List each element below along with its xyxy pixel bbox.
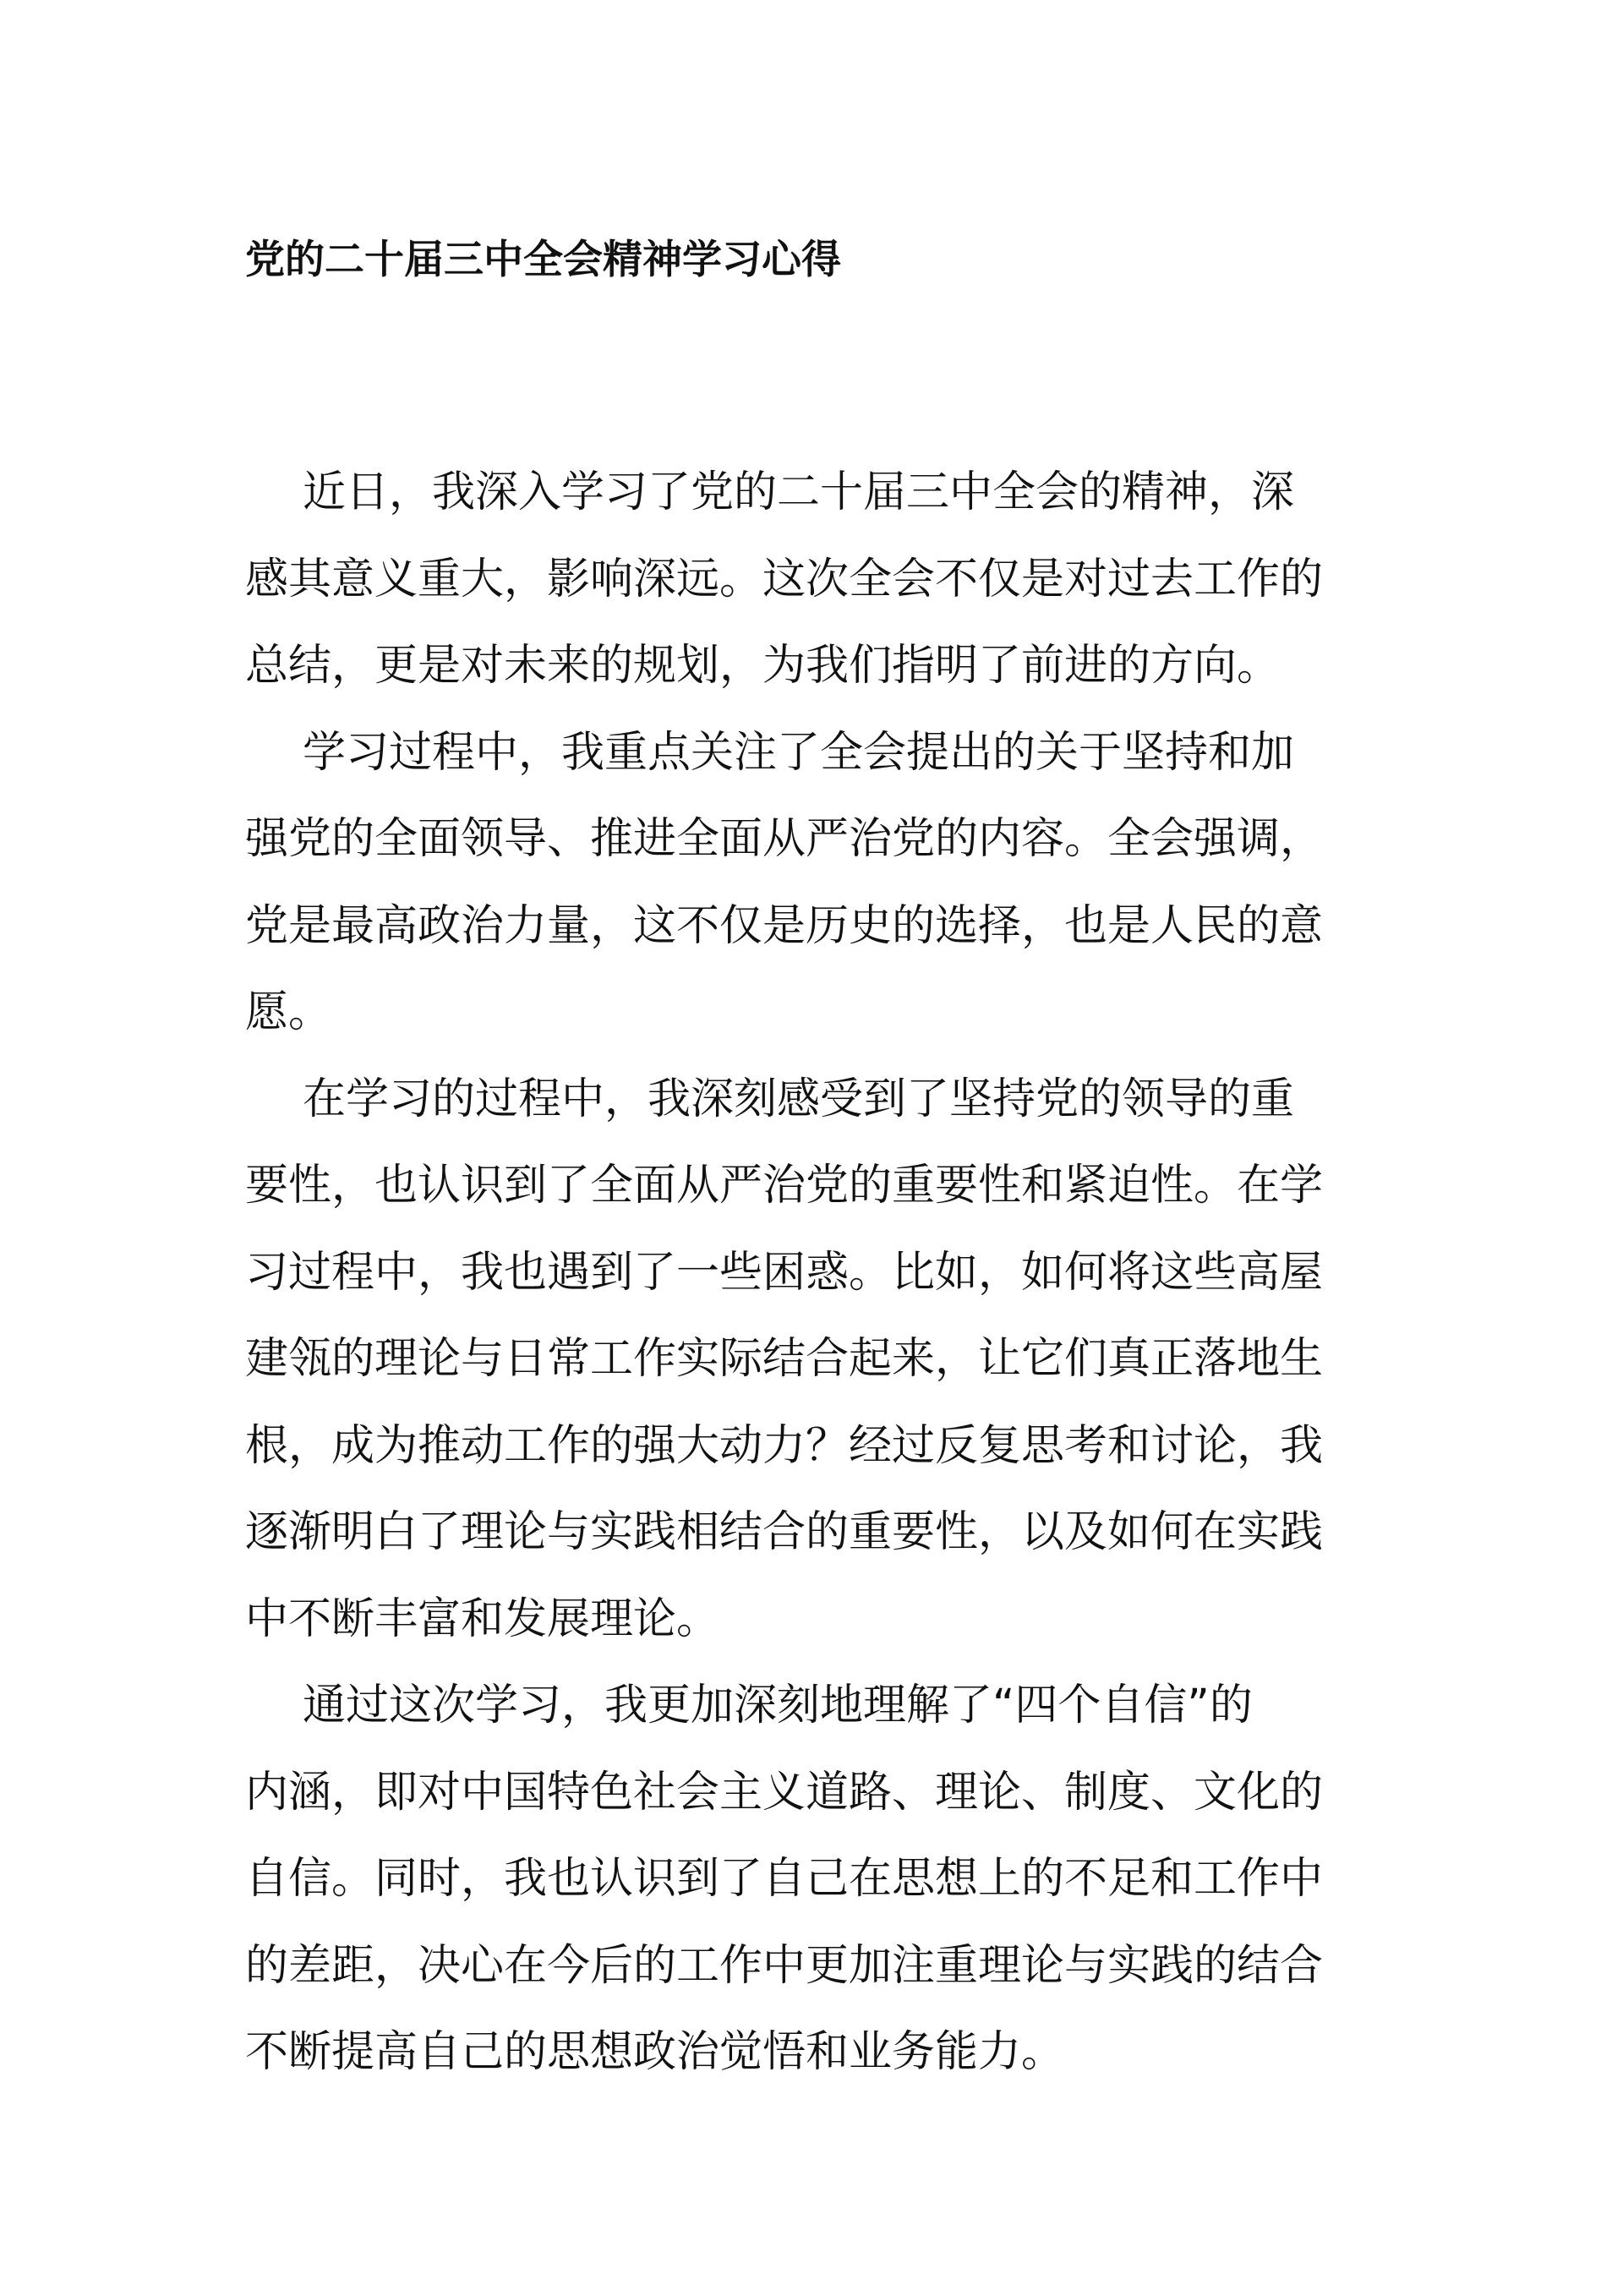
paragraph-line: 习过程中，我也遇到了一些困惑。比如，如何将这些高屋	[245, 1247, 1324, 1298]
document-title: 党的二十届三中全会精神学习心得	[245, 237, 841, 283]
paragraph-line: 党是最高政治力量，这不仅是历史的选择，也是人民的意	[245, 900, 1324, 951]
paragraph-line: 感其意义重大，影响深远。这次全会不仅是对过去工作的	[245, 554, 1324, 604]
paragraph-line: 根，成为推动工作的强大动力？经过反复思考和讨论，我	[245, 1420, 1324, 1471]
paragraph-line: 内涵，即对中国特色社会主义道路、理论、制度、文化的	[245, 1767, 1324, 1818]
paragraph-line: 建瓴的理论与日常工作实际结合起来，让它们真正落地生	[245, 1334, 1324, 1384]
paragraph-line: 不断提高自己的思想政治觉悟和业务能力。	[245, 2027, 1065, 2077]
paragraph-line: 愿。	[245, 987, 332, 1037]
paragraph-3	[245, 1057, 1383, 1664]
paragraph-line: 逐渐明白了理论与实践相结合的重要性，以及如何在实践	[245, 1507, 1324, 1557]
paragraph-line: 强党的全面领导、推进全面从严治党的内容。全会强调，	[245, 814, 1324, 864]
document-body	[245, 450, 1383, 2096]
paragraph-4	[245, 1663, 1383, 2096]
paragraph-line: 总结，更是对未来的规划，为我们指明了前进的方向。	[245, 641, 1281, 691]
paragraph-2	[245, 710, 1383, 1057]
paragraph-line: 中不断丰富和发展理论。	[245, 1594, 720, 1644]
paragraph-1	[245, 450, 1383, 710]
paragraph-line: 自信。同时，我也认识到了自己在思想上的不足和工作中	[245, 1854, 1324, 1904]
paragraph-line: 的差距，决心在今后的工作中更加注重理论与实践的结合	[245, 1940, 1324, 1991]
paragraph-line: 学习过程中，我重点关注了全会提出的关于坚持和加	[303, 727, 1295, 778]
paragraph-line: 在学习的过程中，我深刻感受到了坚持党的领导的重	[303, 1074, 1295, 1124]
paragraph-line: 通过这次学习，我更加深刻地理解了“四个自信”的	[303, 1681, 1253, 1730]
paragraph-line: 近日，我深入学习了党的二十届三中全会的精神，深	[303, 467, 1295, 517]
paragraph-line: 要性，也认识到了全面从严治党的重要性和紧迫性。在学	[245, 1161, 1324, 1211]
